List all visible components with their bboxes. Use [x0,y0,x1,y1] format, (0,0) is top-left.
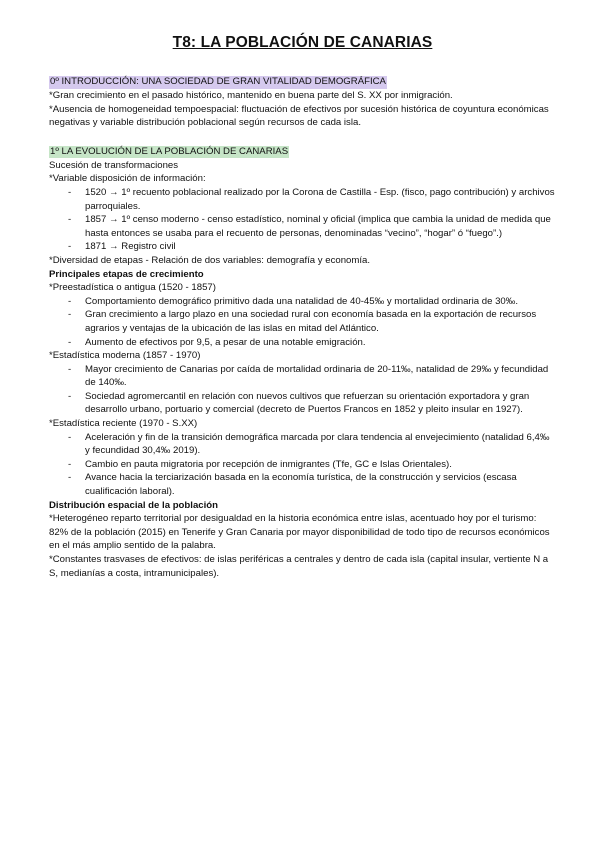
stage2-list [49,363,556,417]
list-item: - Aceleración y fin de la transición demográfica marcada por clara tendencia al envejecimiento (natalidad 6,4‰ y fecundidad 30,4‰ 2019). [68,431,550,457]
list-item: - Avance hacia la terciarización basada en la economía turística, de la construcción y servicios (escasa cualificación laboral). [68,472,517,498]
list-item: - 1520 → 1º recuento poblacional realizado por la Corona de Castilla - Esp. (fisco, pago contribución) y archivos parroquiales. [68,186,555,212]
paragraph: *Gran crecimiento en el pasado histórico, mantenido en buena parte del S. XX por inmigración. [49,90,453,101]
list-item: - Cambio en pauta migratoria por recepción de inmigrantes (Tfe, GC e Islas Orientales). [68,458,452,470]
paragraph: *Constantes trasvases de efectivos: de islas periféricas a centrales y dentro de cada isla (capital insular, vertiente N a S, medianías a costa, intramunicipales). [49,554,549,579]
paragraph: *Variable disposición de información: [49,173,206,185]
stage-title: *Estadística reciente (1970 - S.XX) [49,418,198,430]
info-list [49,186,556,254]
section-evolution [49,141,556,580]
list-item: - Mayor crecimiento de Canarias por caída de mortalidad ordinaria de 20-11‰, natalidad de 29‰ y fecundidad de 140‰. [68,363,549,389]
section-introduction [49,71,556,130]
stage3-list [49,431,556,499]
stage-title: *Preestadística o antigua (1520 - 1857) [49,282,216,294]
page-title: T8: LA POBLACIÓN DE CANARIAS [172,34,433,51]
list-item: - 1871 → Registro civil [68,241,176,253]
paragraph: Sucesión de transformaciones [49,159,179,171]
section-heading-evolution: 1º LA EVOLUCIÓN DE LA POBLACIÓN DE CANARIAS [50,145,289,157]
list-item: - Gran crecimiento a largo plazo en una sociedad rural con economía basada en la exportación de recursos agrarios y ventajas de la ubicación de las islas en mitad del Atlántico. [68,309,537,334]
paragraph: *Heterogéneo reparto territorial por desigualdad en la historia económica entre islas, acentuado hoy por el turismo: 82% de la población (2015) en Tenerife y Gran Canaria por mayor disponibilidad de todo tipo de recursos económicos en el más amplio sentido de la palabra. [49,513,550,552]
paragraph: *Diversidad de etapas - Relación de dos variables: demografía y economía. [49,254,371,266]
list-item: - Aumento de efectivos por 9,5, a pesar de una notable emigración. [68,336,366,348]
subheading-stages: Principales etapas de crecimiento [49,268,204,280]
paragraph: *Ausencia de homogeneidad tempoespacial: fluctuación de efectivos por sucesión histórica de coyuntura económicas negativas y variable distribución poblacional según recursos de cada isla. [49,103,549,129]
section-heading-introduction: 0º INTRODUCCIÓN: UNA SOCIEDAD DE GRAN VITALIDAD DEMOGRÁFICA [50,76,386,87]
stage-title: *Estadística moderna (1857 - 1970) [49,350,201,362]
list-item: - Sociedad agromercantil en relación con nuevos cultivos que refuerzan su orientación exportadora y gran desarrollo urbano, portuario y comercial (decreto de Puertos Francos en 1852 y pleito insular en 1927). [68,390,530,416]
stage1-list [49,295,556,349]
list-item: - Comportamiento demográfico primitivo dada una natalidad de 40-45‰ y mortalidad ordinaria de 30‰. [68,295,519,307]
subheading-distribution: Distribución espacial de la población [49,499,218,511]
list-item: - 1857 → 1º censo moderno - censo estadístico, nominal y oficial (implica que cambia la unidad de medida que hasta entonces se usaba para el recuento de personas, denominadas “vecino”, “hogar” ó “fuego”.) [68,214,551,239]
